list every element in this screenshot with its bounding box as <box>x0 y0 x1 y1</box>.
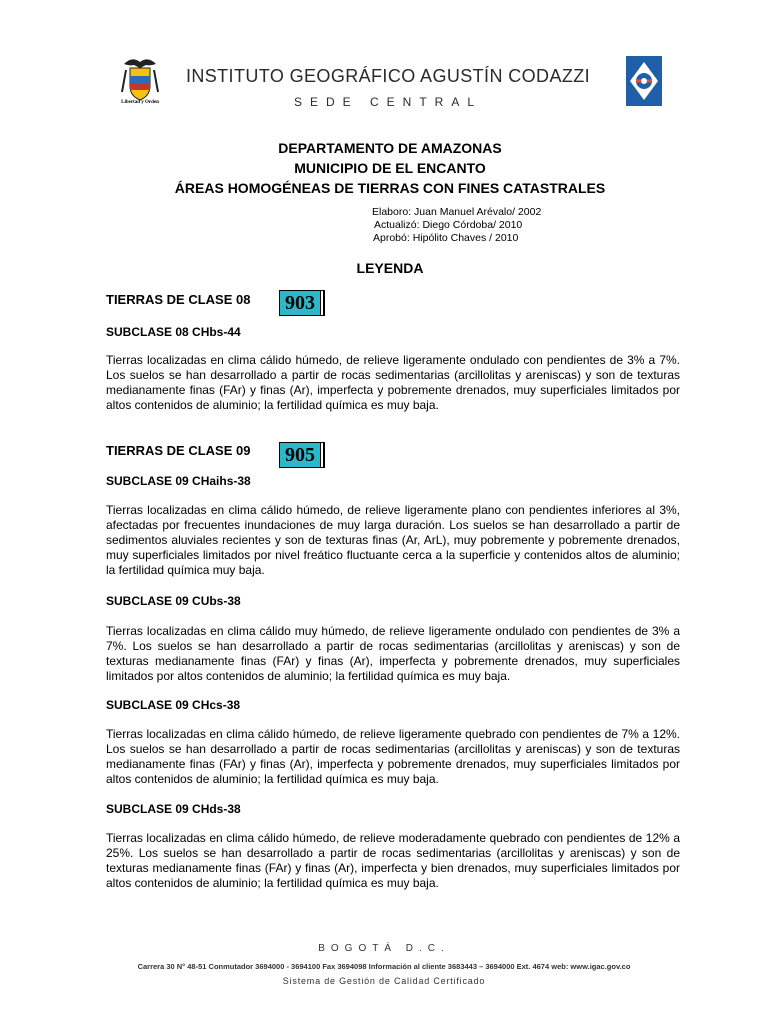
credit-elaboro: Elaboro: Juan Manuel Arévalo/ 2002 <box>372 206 542 218</box>
subclase-08-chbs-44-text: Tierras localizadas en clima cálido húmedo, de relieve ligeramente ondulado con pendientes de 3% a 7%. Los suelos se han desarrollado a partir de rocas sedimentarias (arcillolitas y areniscas) y son de texturas medianamente finas (FAr) y finas (Ar), imperfecta y pobremente drenados, muy superficiales limitados por altos contenidos de aluminio; la fertilidad química es muy baja. <box>106 353 680 412</box>
clase-09-heading: TIERRAS DE CLASE 09 <box>106 443 251 458</box>
clase-08-code-badge: 903 <box>279 290 321 316</box>
subclase-09-chaihs-38-text: Tierras localizadas en clima cálido húmedo, de relieve ligeramente plano con pendientes inferiores al 3%, afectadas por frecuentes inundaciones de muy larga duración. Los suelos se han desarrollado a partir de sedimentos aluviales recientes y son de texturas finas (Ar, ArL), muy pobremente y pobremente drenados, muy superficiales limitados por nivel freático fluctuante cerca a la superficie y contenidos altos de aluminio; la fertilidad química muy baja. <box>106 503 680 577</box>
coat-of-arms-motto: Libertad y Orden <box>121 100 159 105</box>
igac-logo <box>626 56 662 106</box>
title-departamento: DEPARTAMENTO DE AMAZONAS <box>278 140 502 156</box>
document-titles <box>100 138 680 198</box>
credit-aprobo: Aprobó: Hipólito Chaves / 2010 <box>373 232 519 244</box>
clase-09-code-badge: 905 <box>279 442 321 468</box>
clase-08-heading: TIERRAS DE CLASE 08 <box>106 292 251 307</box>
subclase-09-chds-38-title: SUBCLASE 09 CHds-38 <box>106 802 241 816</box>
subclase-09-chds-38-text: Tierras localizadas en clima cálido húmedo, de relieve moderadamente quebrado con pendientes de 12% a 25%. Los suelos se han desarrollado a partir de rocas sedimentarias (arcillolitas y areniscas) y son de texturas medianamente finas (FAr) y finas (Ar), imperfecta y bien drenados, muy superficiales limitados por altos contenidos de aluminio; la fertilidad química es muy baja. <box>106 831 680 890</box>
subclase-08-chbs-44-title: SUBCLASE 08 CHbs-44 <box>106 325 241 339</box>
title-areas: ÁREAS HOMOGÉNEAS DE TIERRAS CON FINES CATASTRALES <box>174 180 606 196</box>
subclase-09-chaihs-38-title: SUBCLASE 09 CHaihs-38 <box>106 474 251 488</box>
footer-address: Carrera 30 N° 48-51 Conmutador 3694000 - 3694100 Fax 3694098 Información al cliente 3683443 – 3694000 Ext. 4674 web: www.igac.gov.co <box>137 962 631 971</box>
footer-city: BOGOTÁ D.C. <box>318 943 450 954</box>
title-municipio: MUNICIPIO DE EL ENCANTO <box>294 160 486 176</box>
subclase-09-chcs-38-text: Tierras localizadas en clima cálido húmedo, de relieve ligeramente quebrado con pendientes de 7% a 12%. Los suelos se han desarrollado a partir de rocas sedimentarias (arcillolitas y areniscas) y son de texturas medianamente finas (FAr) y finas (Ar), imperfecta y pobremente drenados, muy superficiales limitados por altos contenidos de aluminio; la fertilidad química es muy baja. <box>106 727 680 786</box>
leyenda-heading: LEYENDA <box>356 260 424 276</box>
credits-block <box>372 206 541 245</box>
institute-name: INSTITUTO GEOGRÁFICO AGUSTÍN CODAZZI <box>185 66 591 86</box>
footer-certification: Sistema de Gestión de Calidad Certificado <box>282 976 486 986</box>
subclase-09-cubs-38-title: SUBCLASE 09 CUbs-38 <box>106 594 241 608</box>
sede-label: SEDE CENTRAL <box>293 95 483 109</box>
subclase-09-cubs-38-text: Tierras localizadas en clima cálido muy húmedo, de relieve ligeramente ondulado con pendientes de 3% a 7%. Los suelos se han desarrollado a partir de rocas sedimentarias (arcillolitas y areniscas) y son de texturas medianamente finas (FAr) y finas (Ar), imperfecta y pobremente drenados, muy superficiales limitados por altos contenidos de aluminio; la fertilidad química es muy baja. <box>106 624 680 683</box>
credit-actualizo: Actualizó: Diego Córdoba/ 2010 <box>374 219 523 231</box>
colombia-coat-of-arms-logo <box>118 56 162 108</box>
subclase-09-chcs-38-title: SUBCLASE 09 CHcs-38 <box>106 698 241 712</box>
igac-logo-icon <box>626 56 662 106</box>
